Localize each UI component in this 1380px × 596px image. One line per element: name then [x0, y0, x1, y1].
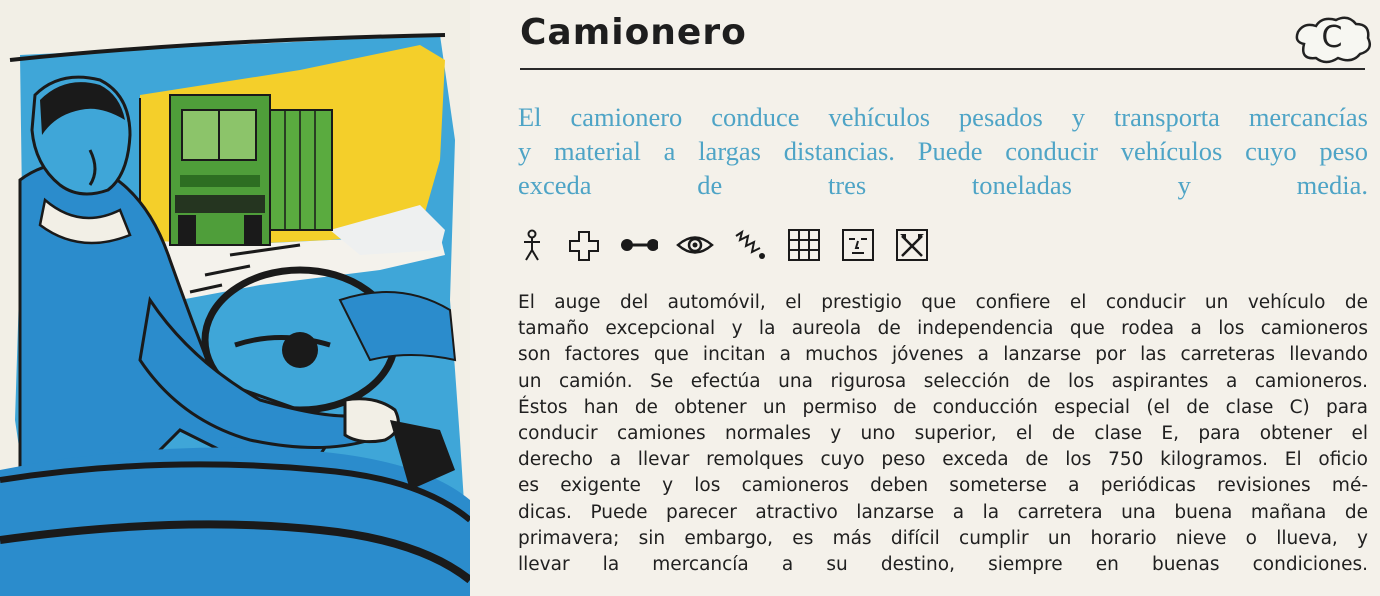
body-line: derecho a llevar remolques cuyo peso exceda de los 750 kilogramos. El oficio [518, 449, 1368, 471]
body-line: un camión. Se efectúa una rigurosa selección de los aspirantes a camioneros. [518, 370, 1368, 392]
body-line: llevar la mercancía a su destino, siempre en buenas condiciones. [518, 554, 1368, 576]
dumbbell-icon [620, 228, 658, 262]
badge-letter: C [1321, 20, 1343, 55]
green-truck [170, 95, 332, 245]
lead-paragraph [518, 100, 1368, 202]
body-line: conducir camiones normales y uno superior, el de clase E, para obtener el [518, 423, 1368, 445]
person-icon [518, 228, 556, 262]
body-line: dicas. Puede parecer atractivo lanzarse a la carretera una buena mañana de [518, 501, 1368, 523]
body-line: es exigente y los camioneros deben someterse a periódicas revisiones mé- [518, 475, 1368, 497]
lead-line: exceda de tres toneladas y media. [518, 170, 1368, 200]
body-paragraph [518, 290, 1368, 578]
lead-line: y material a largas distancias. Puede conducir vehículos cuyo peso [518, 136, 1368, 166]
body-line: tamaño excepcional y la aureola de independencia que rodea a los camioneros [518, 318, 1368, 340]
eye-icon [676, 228, 714, 262]
lead-line: El camionero conduce vehículos pesados y transporta mercancías [518, 102, 1368, 132]
license-class-badge [1290, 14, 1374, 66]
body-line: primavera; sin embargo, es más difícil cumplir un horario nieve o llueva, y [518, 527, 1368, 549]
tools-icon [894, 228, 932, 262]
body-line: El auge del automóvil, el prestigio que confiere el conducir un vehículo de [518, 292, 1368, 313]
body-line: son factores que incitan a muchos jóvenes a lanzarse por las carreteras llevando [518, 344, 1368, 366]
grid-icon [786, 228, 824, 262]
body-line: Éstos han de obtener un permiso de conducción especial (el de clase C) para [518, 396, 1368, 418]
lightning-icon [732, 228, 770, 262]
title-rule [520, 68, 1365, 70]
page-title: Camionero [520, 12, 747, 53]
medical-cross-icon [566, 228, 604, 262]
face-icon [840, 228, 878, 262]
truck-driver-illustration [0, 0, 470, 596]
